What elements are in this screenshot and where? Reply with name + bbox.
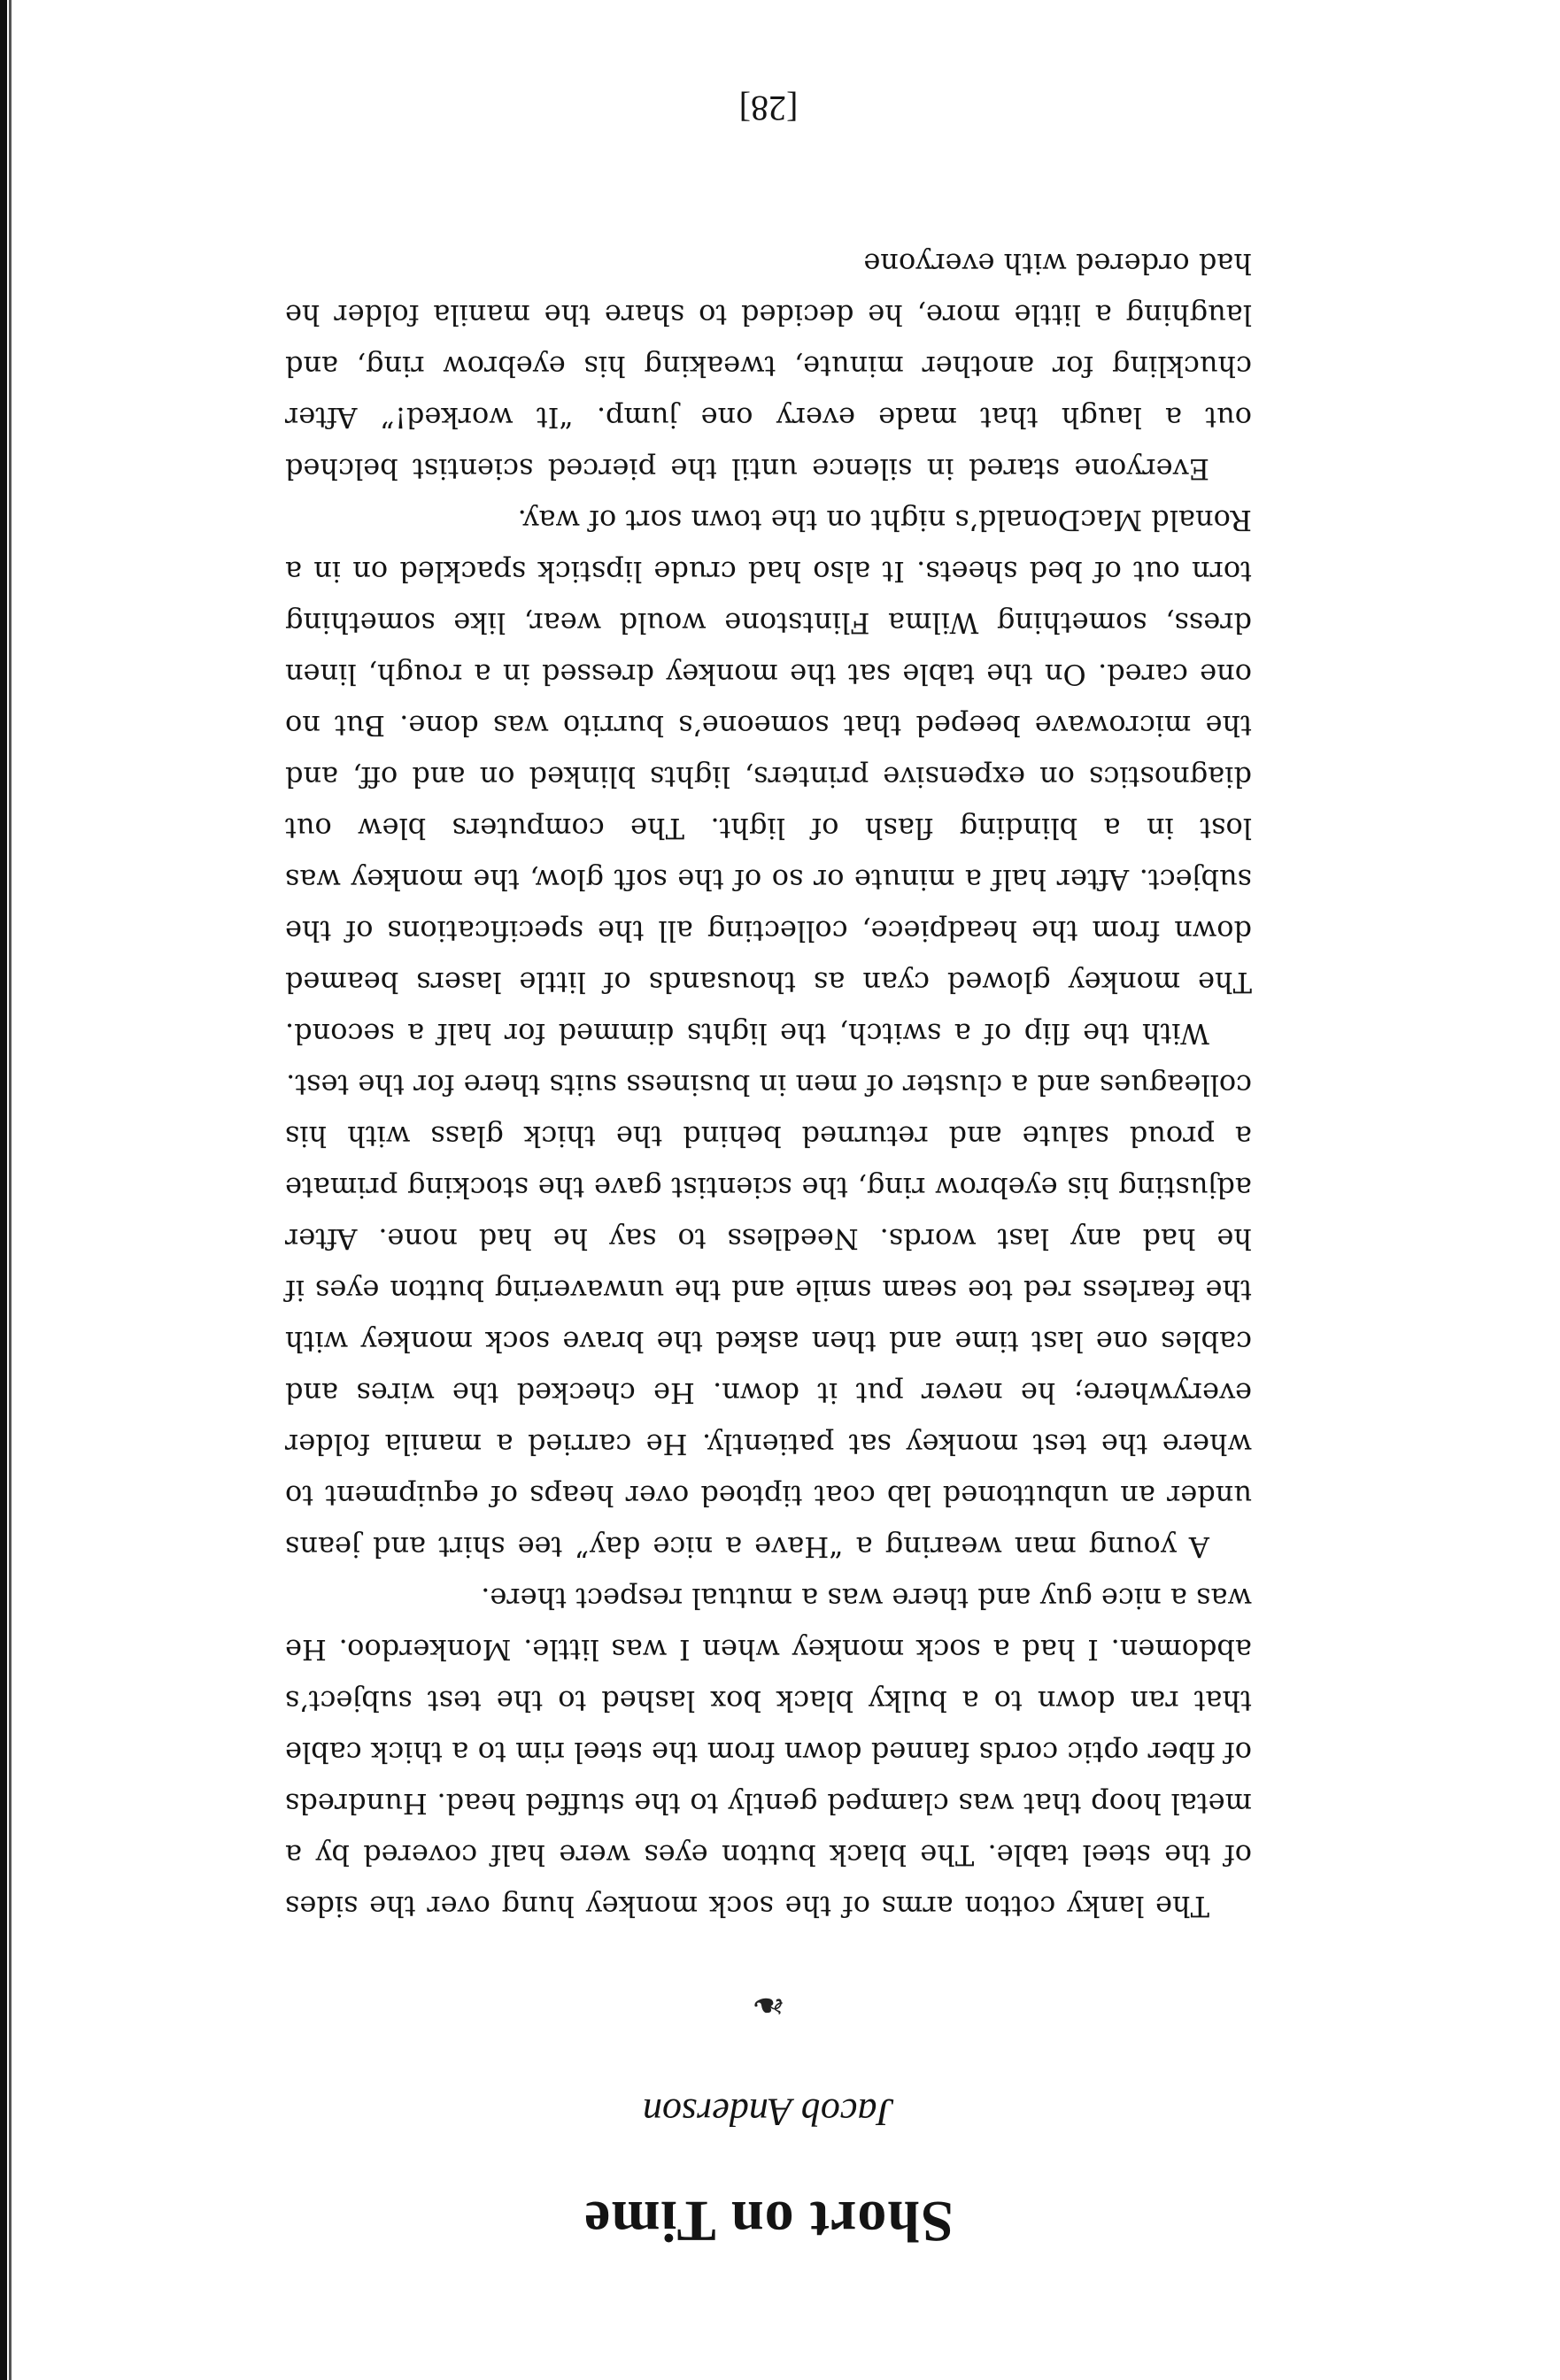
paragraph-1: The lanky cotton arms of the sock monkey hung over the sides of the steel table. The black button eyes were half covered by a metal hoop that was clamped gently to the stuffed head. Hundreds of fiber optic cords fanned down from the steel rim to a thick cable that ran down to a bulky black box lashed to the test subject’s abdomen. I had a sock monkey when I was little. Monkerdoo. He was a nice guy and there was a mutual respect there. [285,1582,1252,1923]
story-title: Short on Time [583,2189,954,2253]
paragraph-2: A young man wearing a “Have a nice day” tee shirt and jeans under an unbuttoned lab coat tiptoed over heaps of equipment to where the test monkey sat patiently. He carried a manila folder everywhere; he never put it down. He checked the wires and cables one last time and then asked the brave sock monkey with the fearless red toe seam smile and the unwavering button eyes if he had any last words. Needless to say he had none. After adjusting his eyebrow ring, the scientist gave the stocking primate a proud salute and returned behind the thick glass with his colleagues and a cluster of men in business suits there for the test. [285,1068,1252,1564]
paragraph-3: With the flip of a switch, the lights dimmed for half a second. The monkey glowed cyan as thousands of little lasers beamed down from the headpiece, collecting all the specifications of the subject. After half a minute or so of the soft glow, the monkey was lost in a blinding flash of light. The computers blew out diagnostics on expensive printers, lights blinked on and off, and the microwave beeped that someone’s burrito was done. But no one cared. On the table sat the monkey dressed in a rough, linen dress, something Wilma Flintstone would wear, like something torn out of bed sheets. It also had crude lipstick spackled on in a Ronald MacDonald’s night on the town sort of way. [285,504,1252,1051]
paragraph-4: Everyone stared in silence until the pierced scientist belched out a laugh that made every one jump. “It worked!” After chuckling for another minute, tweaking his eyebrow ring, and laughing a little more, he decided to share the manila folder he had ordered with everyone [285,247,1252,486]
story-body [285,238,1252,1932]
fleuron-icon: ❧ [751,1982,786,2030]
binding-edge [0,0,7,2380]
binding-edge-shadow [9,0,12,2380]
story-author: Jacob Anderson [643,2091,894,2134]
page-number: [28] [738,89,799,128]
page-content [285,86,1252,2256]
